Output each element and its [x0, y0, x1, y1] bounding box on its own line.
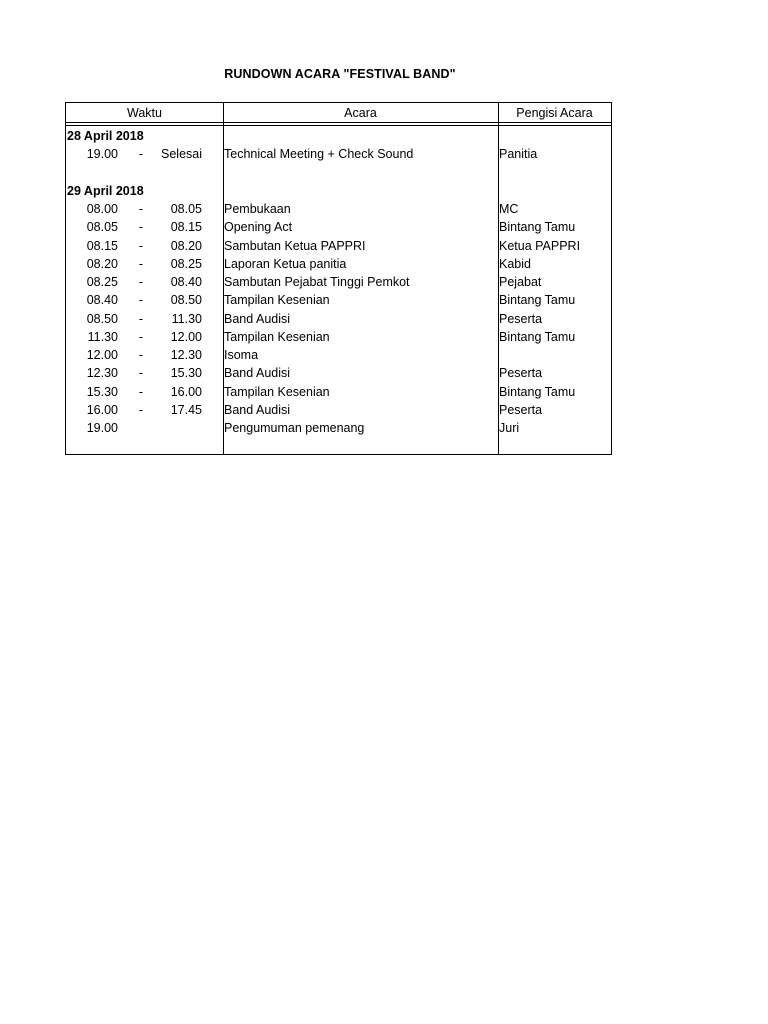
time-end: 12.00	[170, 329, 202, 344]
acara-cell: Pembukaan	[224, 202, 291, 216]
time-end	[150, 419, 202, 437]
acara-cell: Sambutan Ketua PAPPRI	[224, 238, 366, 253]
pengisi-cell: Bintang Tamu	[499, 329, 576, 344]
time-start: 11.30	[87, 329, 118, 344]
acara-cell: Sambutan Pejabat Tinggi Pemkot	[224, 275, 410, 289]
date-heading: 29 April 2018	[67, 183, 144, 198]
time-separator: -	[138, 256, 144, 271]
time-end: 08.25	[170, 256, 202, 271]
document-title: RUNDOWN ACARA "FESTIVAL BAND"	[224, 67, 456, 81]
acara-cell: Tampilan Kesenian	[224, 293, 330, 308]
time-start: 15.30	[86, 384, 118, 399]
time-start: 08.00	[86, 202, 118, 216]
time-separator: -	[138, 348, 144, 362]
time-separator: -	[138, 275, 144, 289]
time-separator: -	[138, 384, 144, 399]
pengisi-cell: Peserta	[499, 311, 543, 326]
time-separator: -	[138, 238, 144, 253]
time-start: 19.00	[86, 421, 118, 435]
pengisi-cell: Pejabat	[499, 275, 542, 289]
pengisi-cell: Bintang Tamu	[499, 220, 576, 235]
acara-cell: Isoma	[224, 348, 259, 362]
time-start: 12.30	[86, 366, 118, 381]
time-end: 08.05	[170, 202, 202, 216]
time-separator: -	[138, 311, 144, 326]
time-start: 08.20	[86, 256, 118, 271]
pengisi-cell: Ketua PAPPRI	[499, 238, 581, 253]
time-start: 19.00	[86, 147, 118, 162]
time-end: 15.30	[170, 366, 202, 381]
time-end: 08.40	[170, 275, 202, 289]
pengisi-cell: Bintang Tamu	[499, 293, 576, 308]
rundown-table	[65, 102, 612, 455]
time-separator: -	[138, 402, 144, 417]
acara-cell: Tampilan Kesenian	[224, 384, 330, 399]
time-separator: -	[138, 220, 144, 235]
time-end: 08.15	[170, 220, 202, 235]
time-start: 08.15	[86, 238, 118, 253]
time-end: Selesai	[161, 147, 202, 162]
time-end: 12.30	[170, 348, 202, 362]
header-pengisi-acara: Pengisi Acara	[516, 106, 593, 120]
time-end: 17.45	[170, 402, 202, 417]
time-separator	[134, 419, 148, 437]
header-waktu: Waktu	[127, 106, 162, 120]
time-end: 08.50	[170, 293, 202, 308]
acara-cell: Opening Act	[224, 220, 293, 235]
pengisi-cell: Peserta	[499, 402, 543, 417]
time-start: 08.25	[86, 275, 118, 289]
acara-cell: Band Audisi	[224, 366, 291, 381]
header-acara: Acara	[344, 106, 377, 120]
pengisi-cell: Panitia	[499, 147, 538, 162]
acara-cell: Band Audisi	[224, 311, 291, 326]
time-end: 11.30	[171, 311, 202, 326]
time-start: 08.50	[86, 311, 118, 326]
pengisi-cell: MC	[499, 202, 519, 216]
time-start: 08.05	[86, 220, 118, 235]
pengisi-cell: Juri	[499, 421, 520, 435]
pengisi-cell: Peserta	[499, 366, 543, 381]
time-start: 08.40	[86, 293, 118, 308]
time-start: 16.00	[86, 402, 118, 417]
acara-cell: Band Audisi	[224, 402, 291, 417]
time-separator: -	[138, 329, 144, 344]
time-separator: -	[138, 366, 144, 381]
pengisi-cell: Kabid	[499, 256, 531, 271]
time-separator: -	[138, 147, 144, 162]
time-start: 12.00	[86, 348, 118, 362]
acara-cell: Pengumuman pemenang	[224, 421, 365, 435]
time-separator: -	[138, 293, 144, 308]
acara-cell: Technical Meeting + Check Sound	[224, 147, 414, 162]
pengisi-cell	[499, 346, 611, 364]
time-end: 16.00	[170, 384, 202, 399]
time-separator: -	[138, 202, 144, 216]
header-divider	[66, 125, 611, 126]
acara-cell: Laporan Ketua panitia	[224, 256, 347, 271]
acara-cell: Tampilan Kesenian	[224, 329, 330, 344]
time-end: 08.20	[170, 238, 202, 253]
pengisi-cell: Bintang Tamu	[499, 384, 576, 399]
date-heading: 28 April 2018	[67, 129, 144, 143]
